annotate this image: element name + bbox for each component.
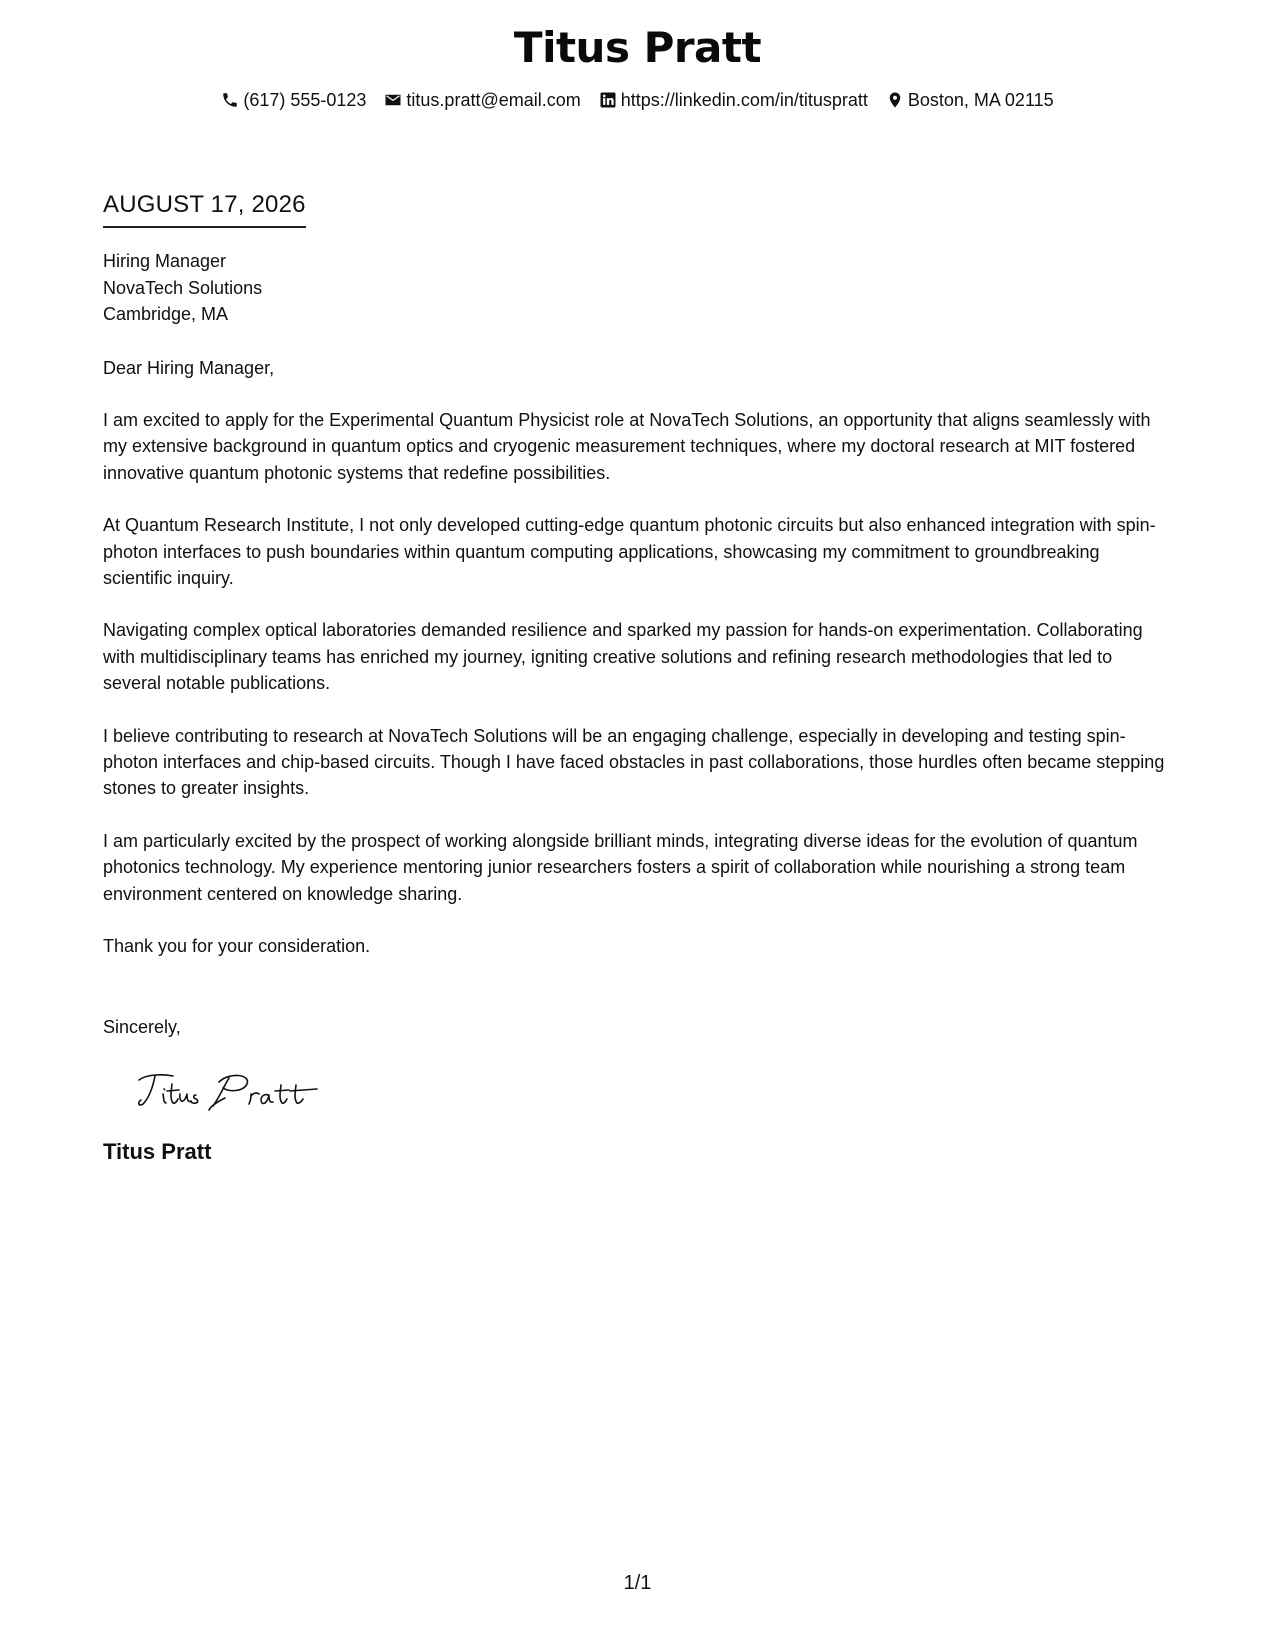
- paragraph: I am excited to apply for the Experimental Quantum Physicist role at NovaTech Solutions, an opportunity that aligns seamlessly with my extensive background in quantum optics and cryogenic measurement techniques, where my doctoral research at MIT fostered innovative quantum photonic systems that redefine possibilities.: [103, 410, 1151, 483]
- salutation: Dear Hiring Manager,: [103, 357, 275, 378]
- contact-email[interactable]: [384, 88, 580, 112]
- linkedin-icon: [599, 91, 617, 109]
- contact-location: [886, 88, 1054, 112]
- paragraph: At Quantum Research Institute, I not only developed cutting-edge quantum photonic circuits but also enhanced integration with spin-photon interfaces to push boundaries within quantum computing applications, showcasing my commitment to groundbreaking scientific inquiry.: [103, 515, 1156, 589]
- handwritten-signature: [133, 1066, 333, 1116]
- paragraph: I am particularly excited by the prospect of working alongside brilliant minds, integrating diverse ideas for the evolution of quantum photonics technology. My experience mentoring junior researchers fosters a spirit of collaboration while nourishing a strong team environment centered on knowledge sharing.: [103, 830, 1138, 904]
- contact-info-row: [0, 88, 1275, 112]
- closing: Sincerely,: [103, 1016, 181, 1037]
- contact-linkedin[interactable]: [599, 88, 868, 112]
- letter-header: [0, 22, 1275, 112]
- email-text: titus.pratt@email.com: [406, 90, 581, 110]
- contact-phone: [221, 88, 366, 112]
- letter-paragraphs: [103, 407, 1173, 907]
- applicant-name: Titus Pratt: [513, 23, 762, 72]
- paragraph: Navigating complex optical laboratories demanded resilience and sparked my passion for hands-on experimentation. Collaborating with multidisciplinary teams has enriched my journey, igniting creative solutions and refining research methodologies that led to several notable publications.: [103, 620, 1143, 694]
- letter-date: AUGUST 17, 2026: [103, 190, 306, 228]
- paragraph: I believe contributing to research at NovaTech Solutions will be an engaging challenge, especially in developing and testing spin-photon interfaces and chip-based circuits. Though I have faced obstacles in past collaborations, those hurdles often became stepping stones to greater insights.: [103, 725, 1165, 799]
- signer-name: Titus Pratt: [103, 1138, 212, 1164]
- envelope-icon: [384, 91, 402, 109]
- page-number: 1/1: [623, 1572, 652, 1594]
- recipient-title: Hiring Manager: [103, 251, 227, 271]
- phone-icon: [221, 91, 239, 109]
- recipient-company: NovaTech Solutions: [103, 277, 263, 298]
- thanks-line: Thank you for your consideration.: [103, 936, 371, 957]
- linkedin-text: https://linkedin.com/in/tituspratt: [620, 90, 868, 110]
- letter-body: [103, 190, 1173, 1166]
- map-marker-icon: [886, 91, 904, 109]
- recipient-block: [103, 248, 1173, 328]
- recipient-location: Cambridge, MA: [103, 304, 229, 324]
- phone-text: (617) 555-0123: [243, 90, 367, 110]
- location-text: Boston, MA 02115: [907, 90, 1054, 110]
